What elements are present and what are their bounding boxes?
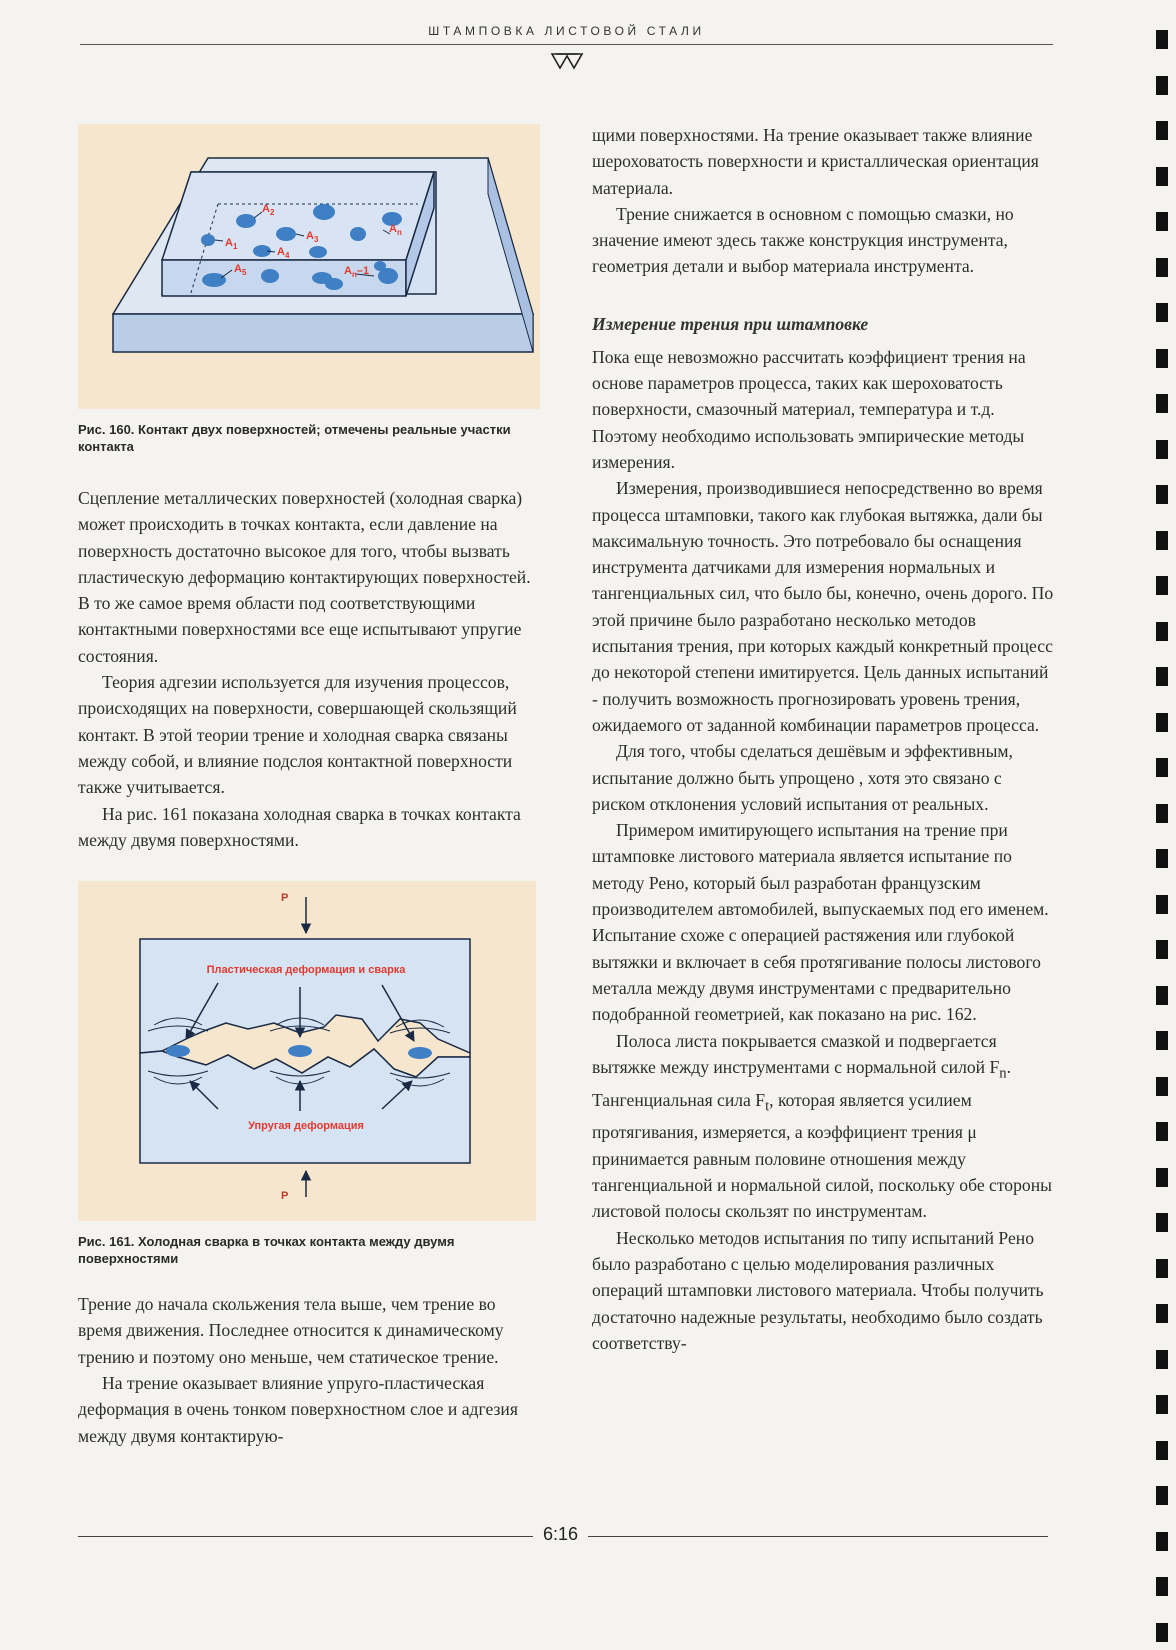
binding-mark xyxy=(1156,1213,1168,1232)
binding-mark xyxy=(1156,1532,1168,1551)
binding-mark xyxy=(1156,1304,1168,1323)
binding-mark xyxy=(1156,303,1168,322)
right-paragraph-6: Примером имитирующего испытания на трение при штамповке листового материала является испытание по методу Рено, который был разработан французским производителем автомобилей, выпускаемых под его именем. Испытание схоже с операцией растяжения или глубокой вытяжки и включает в себя протягивание полосы листового металла между двумя инструментами с предварительно подобранной геометрией, как показано на рис. 162. xyxy=(592,820,1049,1025)
binding-mark xyxy=(1156,258,1168,277)
svg-text:A3: $A_3$ xyxy=(306,230,319,244)
binding-mark xyxy=(1156,349,1168,368)
figure-160-caption-text: Контакт двух поверхностей; отмечены реальные участки контакта xyxy=(78,422,511,454)
svg-text:A4: $A_4$ xyxy=(277,246,290,260)
left-paragraph-3: На рис. 161 показана холодная сварка в точках контакта между двумя поверхностями. xyxy=(78,803,521,850)
footer-rule-right xyxy=(588,1536,1048,1537)
contact-point-1 xyxy=(166,1045,190,1057)
right-paragraph-7: Полоса листа покрывается смазкой и подвергается вытяжке между инструментами с нормальной силой $F_n$. Тангенциальная сила $F_t$, которая является усилием протягивания, измеряется, а коэффициент трения μ принимается равным половине отношения между тангенциальной и нормальной силой, поскольку обе стороны листовой полосы скользят по инструментам. xyxy=(592,1030,1052,1222)
cold-welding-illustration xyxy=(78,881,536,1221)
binding-mark xyxy=(1156,1077,1168,1096)
binding-mark xyxy=(1156,1441,1168,1460)
left-paragraph-4: Трение до начала скольжения тела выше, чем трение во время движения. Последнее относится к динамическому трению и поэтому оно меньше, чем статическое трение. xyxy=(78,1294,504,1367)
figure-161-caption xyxy=(78,1233,540,1267)
section-subheading: Измерение трения при штамповке xyxy=(592,313,869,334)
svg-text:A2: $A_2$ xyxy=(262,203,275,217)
binding-mark xyxy=(1156,1350,1168,1369)
right-paragraph-2: Трение снижается в основном с помощью смазки, но значение имеют здесь также конструкция инструмента, геометрия детали и выбор материала инструмента. xyxy=(592,203,1014,277)
figure-161-caption-text: Холодная сварка в точках контакта между двумя поверхностями xyxy=(78,1234,455,1267)
binding-mark xyxy=(1156,758,1168,777)
binding-mark xyxy=(1156,485,1168,504)
binding-mark xyxy=(1156,804,1168,823)
right-column xyxy=(592,122,1058,1356)
binding-mark xyxy=(1156,121,1168,140)
binding-mark xyxy=(1156,440,1168,459)
binding-mark xyxy=(1156,394,1168,413)
contact-surfaces-illustration xyxy=(78,124,540,409)
figure-160-caption-number: Рис. 160. xyxy=(78,422,135,437)
right-paragraph-5: Для того, чтобы сделаться дешёвым и эффективным, испытание должно быть упрощено , хотя это связано с риском отклонения условий испытания от реальных. xyxy=(592,741,1013,814)
binding-mark xyxy=(1156,1577,1168,1596)
binding-mark xyxy=(1156,1122,1168,1141)
footer-rule-left xyxy=(78,1536,533,1537)
force-label-top: P xyxy=(281,892,289,905)
binding-mark xyxy=(1156,531,1168,550)
binding-mark xyxy=(1156,1031,1168,1050)
force-label-bottom: P xyxy=(281,1190,289,1203)
publisher-logo-icon xyxy=(550,52,584,70)
figure-161 xyxy=(78,881,536,1221)
binding-mark xyxy=(1156,30,1168,49)
contact-point-2 xyxy=(288,1045,312,1057)
binding-mark xyxy=(1156,1623,1168,1642)
plastic-deformation-label: Пластическая деформация и сварка xyxy=(206,964,406,977)
binding-mark xyxy=(1156,212,1168,231)
binding-mark xyxy=(1156,713,1168,732)
contact-point-3 xyxy=(408,1047,432,1059)
binding-mark xyxy=(1156,622,1168,641)
left-paragraph-2: Теория адгезии используется для изучения процессов, происходящих на поверхности, совершающей скользящий контакт. В этой теории трение и холодная сварка связаны между собой, и влияние подслоя контактной поверхности также учитывается. xyxy=(78,672,517,798)
binding-mark xyxy=(1156,76,1168,95)
right-paragraph-4: Измерения, производившиеся непосредственно во время процесса штамповки, такого как глубокая вытяжка, дали бы максимальную точность. Это потребовало бы оснащения инструмента датчиками для измерения нормальных и тангенциальных сил, что было бы, конечно, очень дорого. По этой причине было разработано несколько методов испытания трения, при которых каждый конкретный процесс до некоторой степени имитируется. Цель данных испытаний - получить возможность прогнозировать уровень трения, ожидаемого от заданной комбинации параметров процесса. xyxy=(592,478,1054,735)
binding-mark xyxy=(1156,940,1168,959)
svg-text:An: $A_n$ xyxy=(389,223,402,237)
figure-160-caption xyxy=(78,421,540,455)
figure-160 xyxy=(78,124,540,409)
right-paragraph-1: щими поверхностями. На трение оказывает также влияние шероховатость поверхности и кристаллическая ориентация материала. xyxy=(592,125,1039,198)
binding-mark xyxy=(1156,1395,1168,1414)
left-column xyxy=(78,124,540,1449)
binding-mark xyxy=(1156,1259,1168,1278)
binding-mark xyxy=(1156,849,1168,868)
figure-161-caption-number: Рис. 161. xyxy=(78,1234,135,1250)
svg-text:A5: $A_5$ xyxy=(234,263,247,277)
binding-mark xyxy=(1156,667,1168,686)
right-paragraph-8: Несколько методов испытания по типу испытаний Рено было разработано с целью моделирования различных операций штамповки листового материала. Чтобы получить достаточно надежные результаты, необходимо было создать соответству- xyxy=(592,1227,1044,1353)
elastic-deformation-label: Упругая деформация xyxy=(248,1120,364,1133)
page-header xyxy=(80,22,1053,78)
binding-mark xyxy=(1156,576,1168,595)
left-paragraph-5: На трение оказывает влияние упруго-пластическая деформация в очень тонком поверхностном слое и адгезия между двумя контактирую- xyxy=(78,1373,518,1446)
running-title: ШТАМПОВКА ЛИСТОВОЙ СТАЛИ xyxy=(428,24,705,38)
page-footer xyxy=(78,1522,1048,1552)
binding-marks xyxy=(1156,0,1168,1650)
binding-mark xyxy=(1156,1486,1168,1505)
binding-mark xyxy=(1156,986,1168,1005)
left-paragraph-1: Сцепление металлических поверхностей (холодная сварка) может происходить в точках контакта, если давление на поверхность достаточно высокое для того, чтобы вызвать пластическую деформацию контактирующих поверхностей. В то же самое время области под соответствующими контактными поверхностями все еще испытывают упругие состояния. xyxy=(78,488,531,666)
page-number: 6:16 xyxy=(542,1524,579,1544)
header-rule xyxy=(80,44,1053,45)
binding-mark xyxy=(1156,1168,1168,1187)
svg-text:An–1: $A_n-1$ xyxy=(344,265,370,279)
svg-text:A1: $A_1$ xyxy=(225,237,238,251)
binding-mark xyxy=(1156,895,1168,914)
binding-mark xyxy=(1156,167,1168,186)
right-paragraph-3: Пока еще невозможно рассчитать коэффициент трения на основе параметров процесса, таких как шероховатость поверхности, смазочный материал, температура и т.д. Поэтому необходимо использовать эмпирические методы измерения. xyxy=(592,346,1026,472)
